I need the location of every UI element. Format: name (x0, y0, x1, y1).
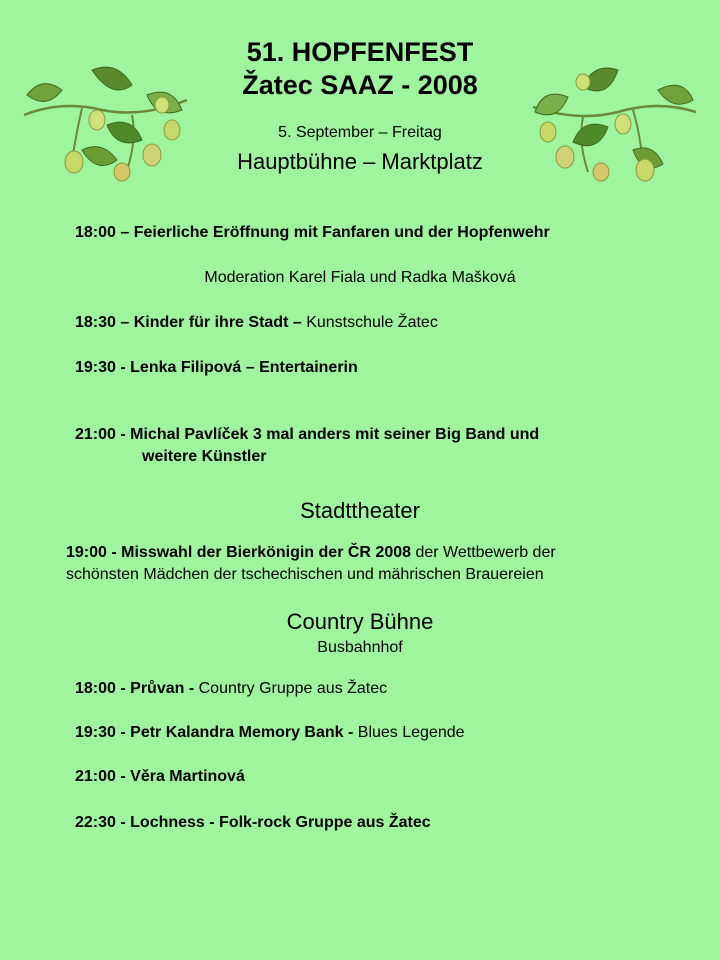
schedule-item-1830 (75, 314, 438, 332)
country-item-1800 (75, 680, 387, 698)
event-date: 5. September – Freitag (278, 124, 442, 141)
page-title (0, 36, 720, 102)
item-time-title: 18:30 – Kinder für ihre Stadt – (75, 314, 307, 331)
venue-heading: Hauptbühne – Marktplatz (237, 149, 483, 174)
title-line-2: Žatec SAAZ - 2008 (242, 70, 478, 100)
item-time-title: 18:00 - Průvan - (75, 680, 199, 697)
title-line-1: 51. HOPFENFEST (246, 37, 474, 67)
item-detail: Blues Legende (357, 724, 465, 741)
schedule-item-2100-cont: weitere Künstler (142, 448, 267, 465)
schedule-item-1800: 18:00 – Feierliche Eröffnung mit Fanfaren und der Hopfenwehr (75, 224, 550, 241)
schedule-item-1930: 19:30 - Lenka Filipová – Entertainerin (75, 359, 358, 376)
section-subheading-busbahnhof: Busbahnhof (317, 639, 403, 656)
stadttheater-item-cont: schönsten Mädchen der tschechischen und mährischen Brauereien (66, 566, 544, 583)
item-time-title: 19:00 - Misswahl der Bierkönigin der ČR 2008 (66, 544, 412, 561)
country-item-2230: 22:30 - Lochness - Folk-rock Gruppe aus Žatec (75, 814, 431, 831)
moderation-line: Moderation Karel Fiala und Radka Mašková (204, 269, 516, 286)
country-item-1930 (75, 724, 465, 742)
schedule-item-2100: 21:00 - Michal Pavlíček 3 mal anders mit seiner Big Band und (75, 426, 540, 443)
item-detail: Country Gruppe aus Žatec (198, 680, 388, 697)
item-time-title: 19:30 - Petr Kalandra Memory Bank - (75, 724, 358, 741)
item-detail: Kunstschule Žatec (306, 314, 438, 331)
section-heading-stadttheater: Stadttheater (300, 498, 420, 523)
item-detail: der Wettbewerb der (411, 544, 556, 561)
country-item-2100: 21:00 - Věra Martinová (75, 768, 245, 785)
stadttheater-item (66, 544, 556, 562)
section-heading-country: Country Bühne (286, 609, 434, 634)
